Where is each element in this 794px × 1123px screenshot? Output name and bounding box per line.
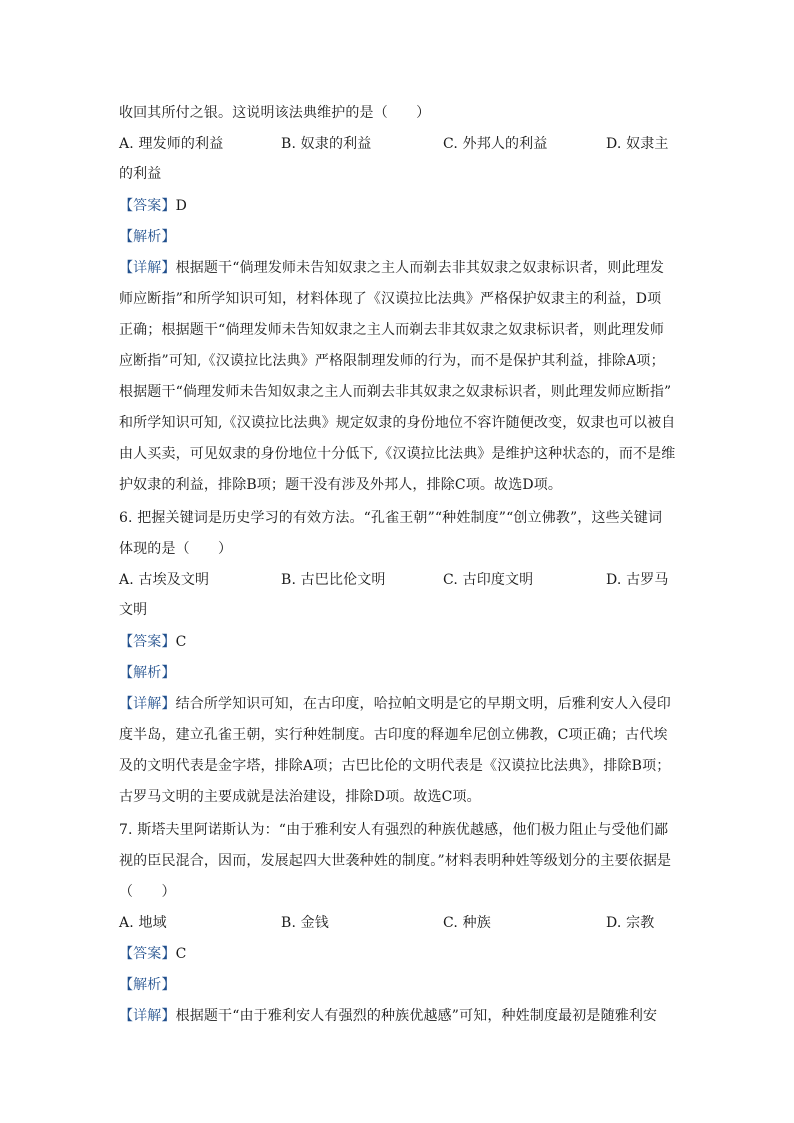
answer-tag: 【答案】 xyxy=(119,634,176,650)
answer-tag: 【答案】 xyxy=(119,198,176,214)
q5-detail-line: 应断指”可知,《汉谟拉比法典》严格限制理发师的行为，而不是保护其利益，排除A项； xyxy=(119,353,665,369)
q6-detail-line: 古罗马文明的主要成就是法治建设，排除D项。故选C项。 xyxy=(119,789,481,805)
q7-analysis-tag: 【解析】 xyxy=(119,977,176,993)
q7-detail-line: 【详解】根据题干“由于雅利安人有强烈的种族优越感”可知，种姓制度最初是随雅利安 xyxy=(119,1008,658,1024)
q5-options-row xyxy=(119,134,679,154)
q7-option-d: D. 宗教 xyxy=(606,915,655,931)
answer-value: C xyxy=(175,634,187,650)
detail-tag: 【详解】 xyxy=(119,696,176,712)
q7-stem: 视的臣民混合，因而，发展起四大世袭种姓的制度。”材料表明种姓等级划分的主要依据是 xyxy=(119,853,672,869)
q6-option-c: C. 古印度文明 xyxy=(443,572,534,588)
q5-detail-line: 护奴隶的利益，排除B项；题干没有涉及外邦人，排除C项。故选D项。 xyxy=(119,477,563,493)
q6-options-row xyxy=(119,570,679,590)
q5-detail-line: 【详解】根据题干“倘理发师未告知奴隶之主人而剃去非其奴隶之奴隶标识者，则此理发 xyxy=(119,260,665,276)
q5-detail-line: 由人买卖，可见奴隶的身份地位十分低下,《汉谟拉比法典》是维护这种状态的，而不是维 xyxy=(119,446,676,462)
q7-option-b: B. 金钱 xyxy=(281,915,329,931)
q5-detail-line: 根据题干“倘理发师未告知奴隶之主人而剃去非其奴隶之奴隶标识者，则此理发师应断指” xyxy=(119,384,672,400)
q5-stem-tail: 收回其所付之银。这说明该法典维护的是（ ） xyxy=(119,105,431,121)
answer-tag: 【答案】 xyxy=(119,946,176,962)
q7-option-a: A. 地域 xyxy=(119,915,167,931)
q6-analysis-tag: 【解析】 xyxy=(119,665,176,681)
answer-value: D xyxy=(175,198,187,214)
q5-detail-line: 和所学知识可知,《汉谟拉比法典》规定奴隶的身份地位不容许随便改变，奴隶也可以被自 xyxy=(119,415,676,431)
q7-stem: （ ） xyxy=(119,884,176,900)
detail-tag: 【详解】 xyxy=(119,1008,176,1024)
q6-option-d: D. 古罗马 xyxy=(606,572,669,588)
q6-detail-line: 【详解】结合所学知识可知，在古印度，哈拉帕文明是它的早期文明，后雅利安人入侵印 xyxy=(119,696,671,712)
q5-option-c: C. 外邦人的利益 xyxy=(443,136,548,152)
q5-option-d: D. 奴隶主 xyxy=(606,136,669,152)
q6-stem: 6. 把握关键词是历史学习的有效方法。“孔雀王朝”“种姓制度”“创立佛教”，这些关键词 xyxy=(119,510,663,526)
q5-option-d-wrap: 的利益 xyxy=(119,166,162,182)
q6-detail-line: 度半岛，建立孔雀王朝，实行种姓制度。古印度的释迦牟尼创立佛教，C项正确；古代埃 xyxy=(119,727,668,743)
q7-options-row xyxy=(119,913,679,933)
q5-detail-line: 师应断指”和所学知识可知，材料体现了《汉谟拉比法典》严格保护奴隶主的利益，D项 xyxy=(119,291,662,307)
q7-stem: 7. 斯塔夫里阿诺斯认为：“由于雅利安人有强烈的种族优越感，他们极力阻止与受他们鄙 xyxy=(119,822,669,838)
q5-answer xyxy=(119,196,679,216)
q6-answer xyxy=(119,632,679,652)
q6-option-b: B. 古巴比伦文明 xyxy=(281,572,386,588)
q6-option-d-wrap: 文明 xyxy=(119,602,148,618)
q5-detail-line: 正确；根据题干“倘理发师未告知奴隶之主人而剃去非其奴隶之奴隶标识者，则此理发师 xyxy=(119,322,665,338)
q5-option-b: B. 奴隶的利益 xyxy=(281,136,372,152)
q6-stem: 体现的是（ ） xyxy=(119,541,233,557)
q7-answer xyxy=(119,944,679,964)
q7-option-c: C. 种族 xyxy=(443,915,491,931)
answer-value: C xyxy=(175,946,187,962)
q5-analysis-tag: 【解析】 xyxy=(119,229,176,245)
q6-detail-line: 及的文明代表是金字塔，排除A项；古巴比伦的文明代表是《汉谟拉比法典》，排除B项； xyxy=(119,758,671,774)
detail-tag: 【详解】 xyxy=(119,260,176,276)
q6-option-a: A. 古埃及文明 xyxy=(119,572,210,588)
q5-option-a: A. 理发师的利益 xyxy=(119,136,224,152)
